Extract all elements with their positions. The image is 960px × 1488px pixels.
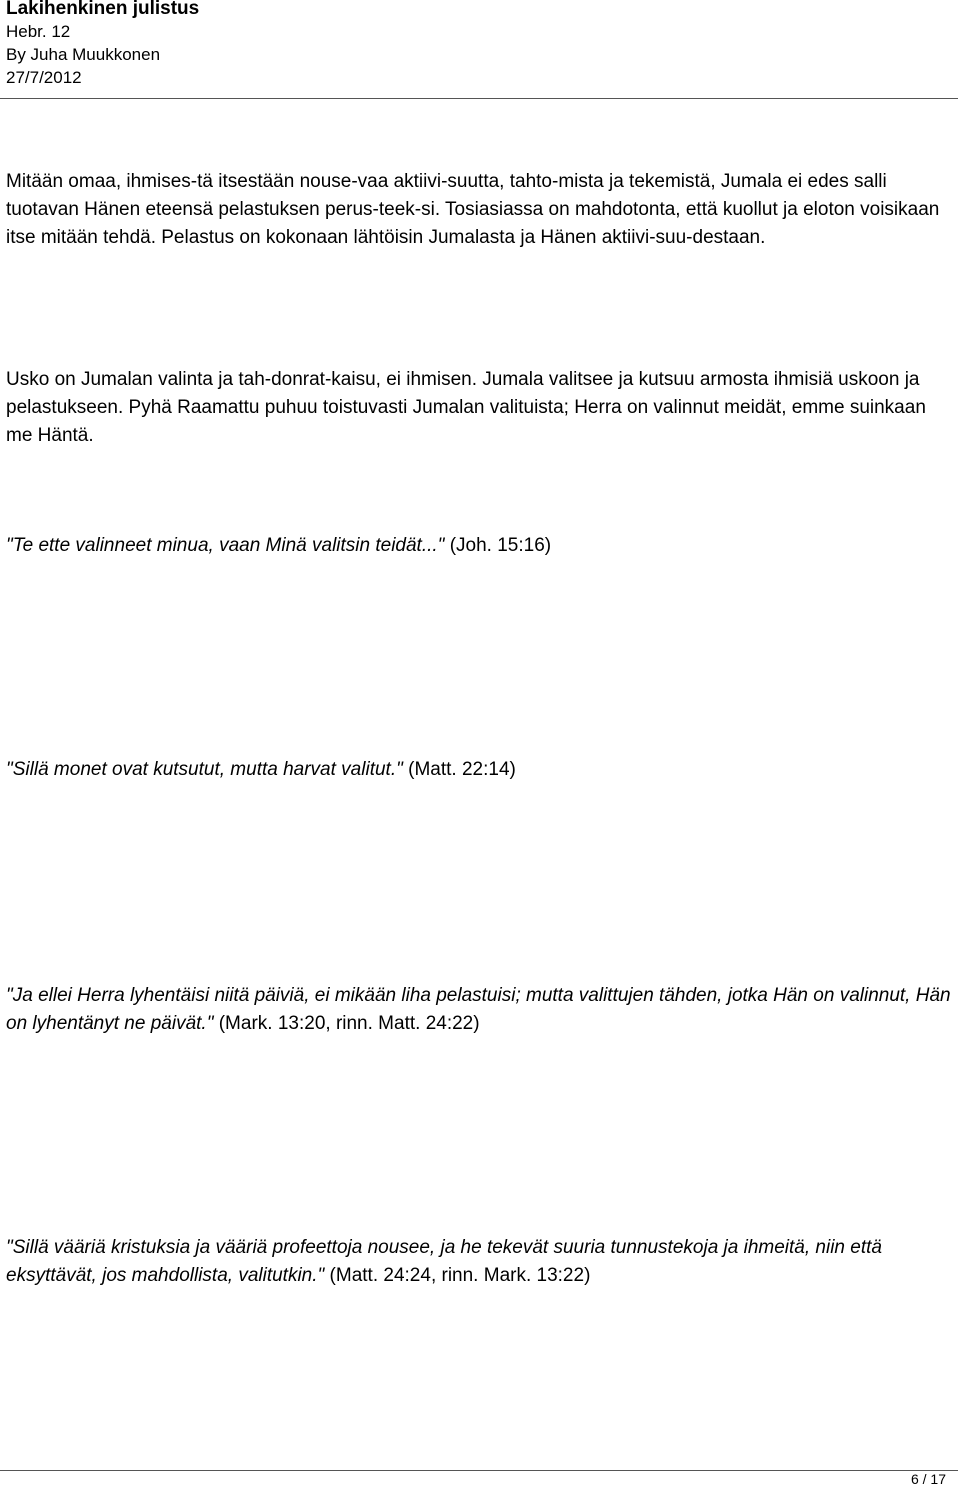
- page-number: 6 / 17: [910, 1471, 946, 1487]
- document-title: Lakihenkinen julistus: [6, 0, 200, 19]
- quote-reference: (Matt. 22:14): [402, 759, 516, 780]
- header-divider: [0, 98, 958, 99]
- bible-quote: [6, 1234, 954, 1290]
- author-byline: By Juha Muukkonen: [6, 45, 161, 64]
- quote-reference: (Joh. 15:16): [444, 535, 552, 556]
- bible-quote: [6, 756, 954, 784]
- scripture-reference: Hebr. 12: [6, 22, 71, 41]
- bible-quote: [6, 532, 954, 560]
- publish-date: 27/7/2012: [6, 68, 82, 87]
- body-paragraph: Mitään omaa, ihmises-tä itsestään nouse-vaa aktiivi-suutta, tahto-mista ja tekemistä, Jumala ei edes salli tuotavan Hänen eteensä pelastuksen perus-teek-si. Tosiasiassa on mahdotonta, että kuollut ja eloton voisikaan itse mitään tehdä. Pelastus on kokonaan lähtöisin Jumalasta ja Hänen aktiivi-suu-destaan.: [6, 171, 940, 248]
- body-paragraph: Usko on Jumalan valinta ja tah-donrat-kaisu, ei ihmisen. Jumala valitsee ja kutsuu armosta ihmisiä uskoon ja pelastukseen. Pyhä Raamattu puhuu toistuvasti Jumalan valituista; Herra on valinnut meidät, emme suinkaan me Häntä.: [6, 369, 926, 446]
- document-header: [6, 0, 954, 89]
- quote-text: "Sillä vääriä kristuksia ja vääriä profeettoja nousee, ja he tekevät suuria tunnustekoja ja ihmeitä, niin että eksyttävät, jos mahdollista, valitutkin.": [6, 1237, 882, 1286]
- footer-divider: [0, 1470, 958, 1471]
- bible-quote: [6, 982, 954, 1038]
- quote-reference: (Mark. 13:20, rinn. Matt. 24:22): [213, 1013, 480, 1034]
- quote-text: "Te ette valinneet minua, vaan Minä valitsin teidät...": [6, 535, 445, 556]
- quote-reference: (Matt. 24:24, rinn. Mark. 13:22): [324, 1265, 591, 1286]
- quote-text: "Sillä monet ovat kutsutut, mutta harvat valitut.": [6, 759, 403, 780]
- quote-text: "Ja ellei Herra lyhentäisi niitä päiviä, ei mikään liha pelastuisi; mutta valittujen tähden, jotka Hän on valinnut, Hän on lyhentänyt ne päivät.": [6, 985, 951, 1034]
